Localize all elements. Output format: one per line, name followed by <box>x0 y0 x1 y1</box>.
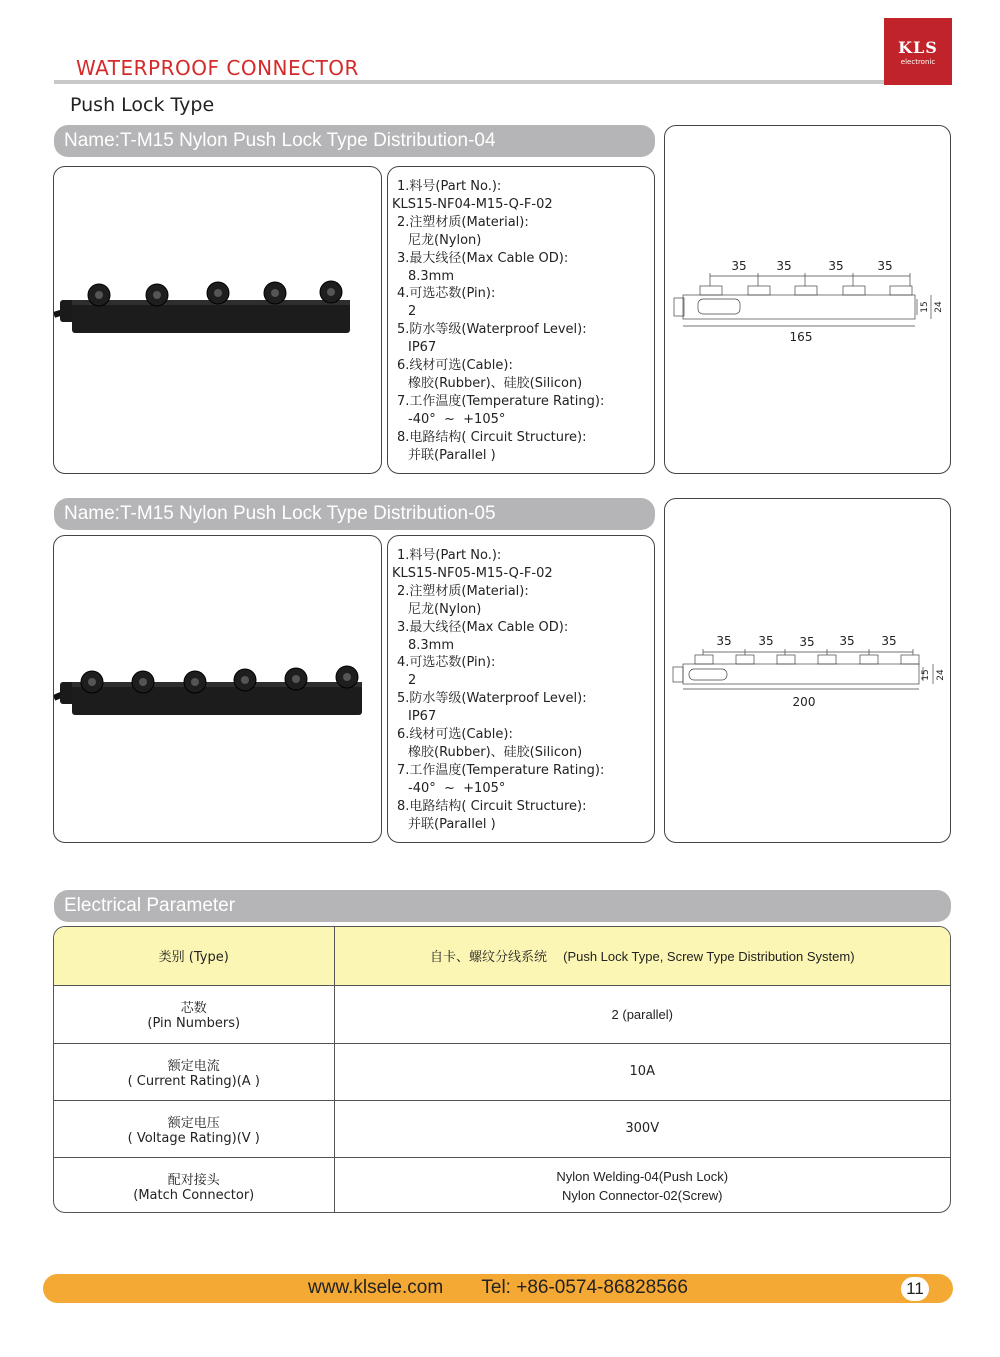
table-cell <box>54 1043 334 1100</box>
company-logo <box>884 18 952 85</box>
dim-pitch: 35 <box>776 259 792 273</box>
dim-pitch: 35 <box>716 634 732 648</box>
param-label: 额定电流 <box>167 1058 220 1074</box>
dim-pitch: 35 <box>758 634 774 648</box>
header-divider <box>54 80 899 84</box>
dim-height: 15 <box>921 669 931 681</box>
param-label-en: ( Current Rating)(A ) <box>127 1073 260 1089</box>
param-value-cn: 自卡、螺纹分线系统 <box>429 950 547 966</box>
param-label: 配对接头 <box>167 1172 220 1188</box>
table-row <box>54 985 950 1043</box>
param-value: Nylon Welding-04(Push Lock) <box>556 1168 729 1184</box>
spec-pin-label: 4.可选芯数(Pin): <box>397 286 496 302</box>
footer-website[interactable]: www.klsele.com <box>308 1277 444 1298</box>
param-value: 10A <box>334 1043 950 1100</box>
dim-length: 165 <box>789 330 813 344</box>
spec-circuit: 并联(Parallel ) <box>408 816 496 832</box>
spec-part-no: KLS15-NF04-M15-Q-F-02 <box>392 196 553 212</box>
spec-cable: 橡胶(Rubber)、硅胶(Silicon) <box>408 375 583 391</box>
param-label: 额定电压 <box>167 1115 220 1131</box>
distribution-04-drawing <box>665 126 950 473</box>
distribution-04-photo <box>54 167 381 473</box>
spec-cable-label: 6.线材可选(Cable): <box>397 727 513 743</box>
table-cell <box>54 1157 334 1213</box>
spec-cable-od: 8.3mm <box>408 637 455 653</box>
table-cell <box>54 1100 334 1157</box>
table-row <box>54 927 950 985</box>
spec-waterproof: IP67 <box>408 340 437 356</box>
section-subtitle: Push Lock Type <box>70 94 215 116</box>
param-value: 2 (parallel) <box>334 985 950 1043</box>
dim-pitch: 35 <box>828 259 844 273</box>
product-name-bar: Name:T-M15 Nylon Push Lock Type Distribution-05 <box>54 498 655 530</box>
spec-pin-label: 4.可选芯数(Pin): <box>397 655 496 671</box>
param-value: (Push Lock Type, Screw Type Distribution System) <box>563 949 855 965</box>
page-title: WATERPROOF CONNECTOR <box>76 56 359 80</box>
spec-material-label: 2.注塑材质(Material): <box>397 214 529 230</box>
dim-pitch: 35 <box>881 634 897 648</box>
param-label: 类别 (Type) <box>158 950 229 966</box>
table-cell <box>334 927 950 985</box>
footer-phone: Tel: +86-0574-86828566 <box>481 1277 688 1298</box>
footer-contact <box>308 1277 688 1299</box>
spec-temp-label: 7.工作温度(Temperature Rating): <box>397 762 605 778</box>
spec-material: 尼龙(Nylon) <box>408 232 482 248</box>
spec-part-no-label: 1.料号(Part No.): <box>397 548 502 563</box>
table-row <box>54 1043 950 1100</box>
dimension-drawing-frame <box>664 498 951 843</box>
spec-temp: -40° ~ +105° <box>408 411 506 427</box>
table-row <box>54 1157 950 1213</box>
param-label: 芯数 <box>180 1001 207 1016</box>
param-label-en: (Pin Numbers) <box>147 1016 241 1031</box>
dim-height: 24 <box>936 669 946 681</box>
param-value: 300V <box>334 1100 950 1157</box>
param-value: Nylon Connector-02(Screw) <box>562 1187 723 1203</box>
table-cell <box>54 927 334 985</box>
table-cell <box>54 985 334 1043</box>
product-photo-frame <box>53 166 382 474</box>
logo-text: KLS <box>898 38 938 57</box>
table-cell <box>334 1157 950 1213</box>
distribution-05-drawing <box>665 499 950 842</box>
spec-cable-od: 8.3mm <box>408 268 455 284</box>
spec-part-no-label: 1.料号(Part No.): <box>397 179 502 194</box>
spec-circuit: 并联(Parallel ) <box>408 447 496 463</box>
spec-cable: 橡胶(Rubber)、硅胶(Silicon) <box>408 744 583 760</box>
spec-cable-label: 6.线材可选(Cable): <box>397 358 513 374</box>
spec-temp-label: 7.工作温度(Temperature Rating): <box>397 393 605 409</box>
electrical-title-bar: Electrical Parameter <box>54 890 951 922</box>
spec-cable-od-label: 3.最大线径(Max Cable OD): <box>397 619 569 635</box>
dim-pitch: 35 <box>877 259 893 273</box>
page-number: 11 <box>901 1277 929 1301</box>
dim-length: 200 <box>792 695 816 709</box>
spec-circuit-label: 8.电路结构( Circuit Structure): <box>397 429 587 445</box>
dim-height: 24 <box>934 301 944 313</box>
spec-circuit-label: 8.电路结构( Circuit Structure): <box>397 798 587 814</box>
logo-subtext: electronic <box>900 58 936 66</box>
spec-waterproof-label: 5.防水等级(Waterproof Level): <box>397 691 587 707</box>
spec-pin: 2 <box>408 304 417 320</box>
product-spec-box <box>387 166 655 474</box>
electrical-table <box>53 926 951 1213</box>
spec-material-label: 2.注塑材质(Material): <box>397 583 529 599</box>
dim-pitch: 35 <box>731 259 747 273</box>
dimension-drawing-frame <box>664 125 951 474</box>
param-label-en: (Match Connector) <box>133 1187 255 1203</box>
dim-height: 15 <box>920 301 930 313</box>
spec-temp: -40° ~ +105° <box>408 780 506 796</box>
product-photo-frame <box>53 535 382 843</box>
spec-waterproof-label: 5.防水等级(Waterproof Level): <box>397 322 587 338</box>
dim-pitch: 35 <box>799 635 815 649</box>
spec-cable-od-label: 3.最大线径(Max Cable OD): <box>397 250 569 266</box>
product-name-bar: Name:T-M15 Nylon Push Lock Type Distribution-04 <box>54 125 655 157</box>
table-row <box>54 1100 950 1157</box>
spec-waterproof: IP67 <box>408 709 437 725</box>
product-spec-box <box>387 535 655 843</box>
spec-part-no: KLS15-NF05-M15-Q-F-02 <box>392 565 553 581</box>
spec-material: 尼龙(Nylon) <box>408 601 482 617</box>
spec-pin: 2 <box>408 673 417 689</box>
dim-pitch: 35 <box>839 634 855 648</box>
param-label-en: ( Voltage Rating)(V ) <box>127 1130 260 1146</box>
distribution-05-photo <box>54 536 381 842</box>
